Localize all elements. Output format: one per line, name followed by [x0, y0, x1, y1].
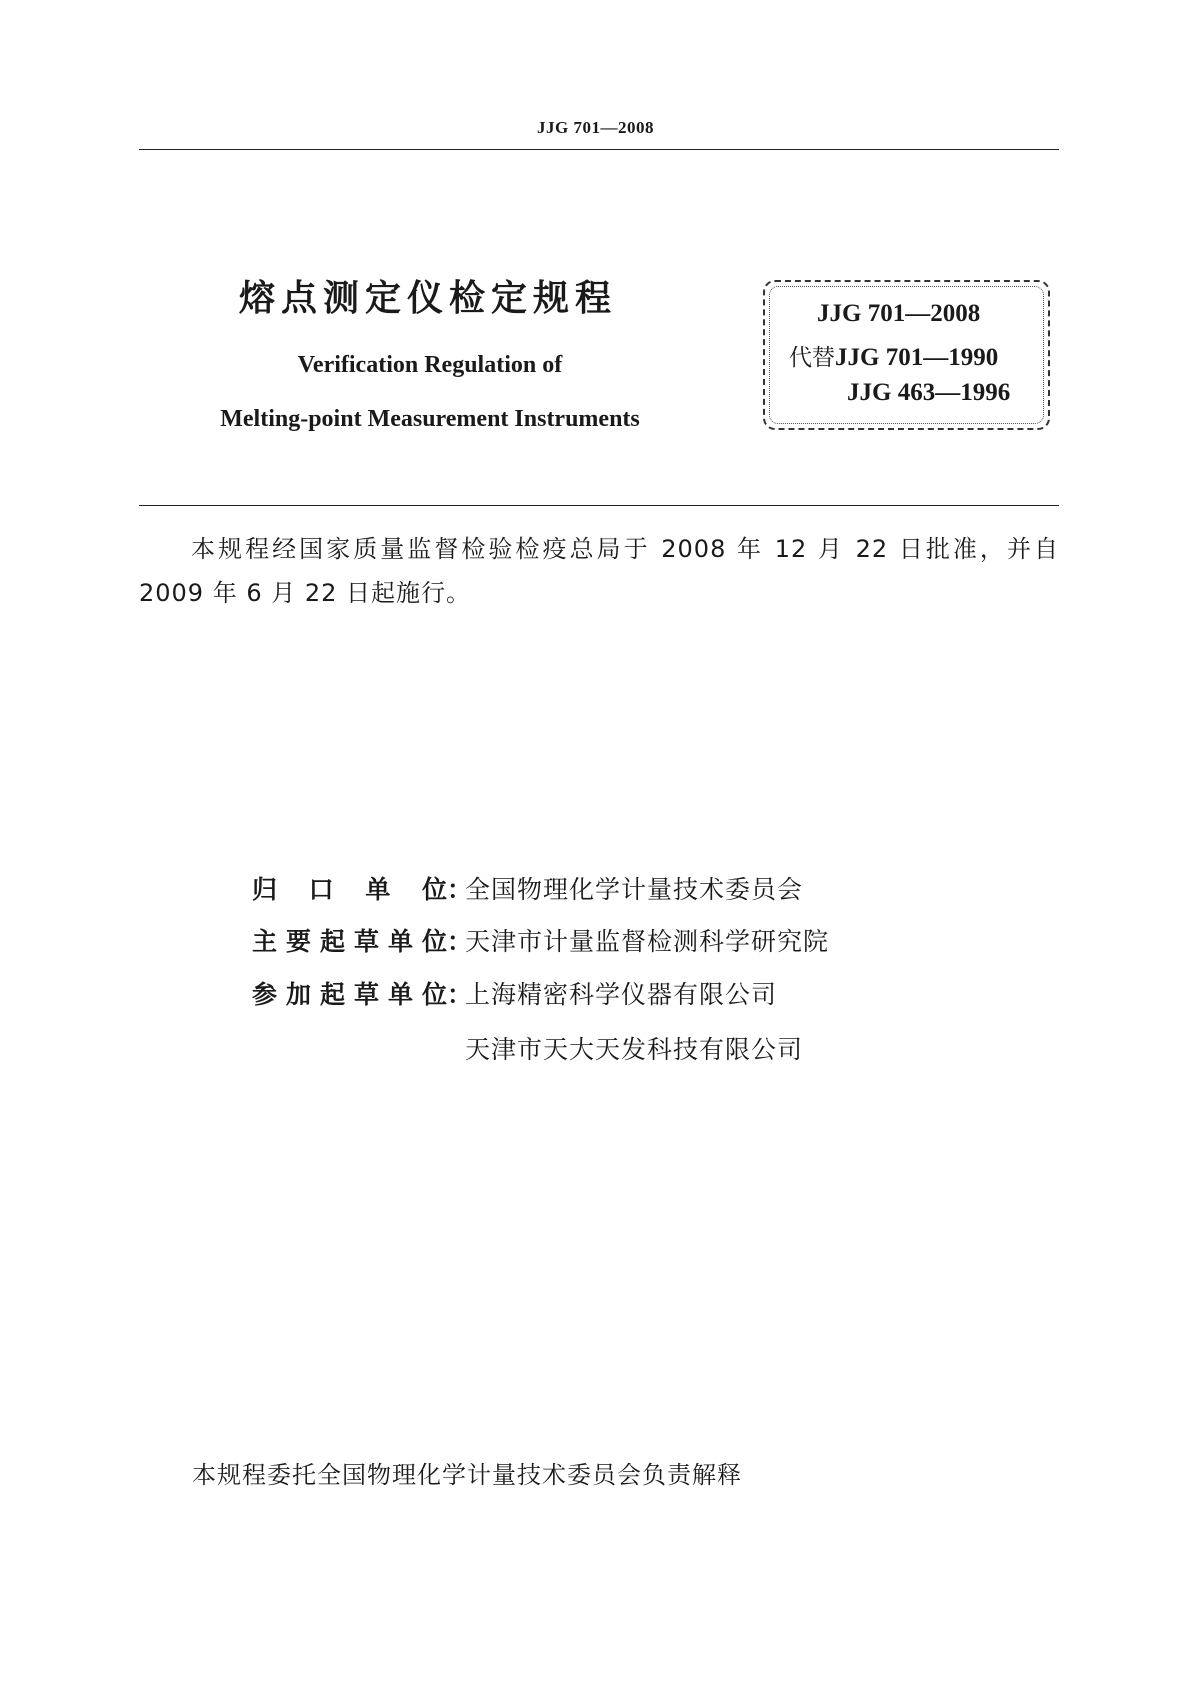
unit-value: 天津市天大天发科技有限公司: [465, 1035, 804, 1064]
unit-row-main-drafter: [252, 922, 829, 962]
title-english-line-2: Melting-point Measurement Instruments: [220, 406, 640, 432]
replaced-code-2: JJG 463—1996: [847, 379, 1011, 406]
unit-colon: ：: [447, 980, 473, 1009]
replace-prefix: 代替: [789, 345, 835, 371]
running-header: JJG 701—2008: [537, 118, 654, 137]
approval-statement: 本规程经国家质量监督检验检疫总局于 2008 年 12 月 22 日批准，并自 2009 年 6 月 22 日起施行。: [139, 535, 1059, 607]
unit-value: 天津市计量监督检测科学研究院: [465, 927, 830, 956]
current-standard-code: JJG 701—2008: [817, 300, 981, 327]
header-rule: [139, 149, 1059, 150]
unit-row-responsible: [252, 870, 803, 910]
unit-label: 归口单位: [252, 875, 447, 904]
unit-value: 上海精密科学仪器有限公司: [465, 980, 778, 1009]
unit-label: 参加起草单位: [252, 980, 447, 1009]
unit-colon: ：: [447, 875, 473, 904]
replaced-standard-line: [789, 339, 998, 372]
standard-code-box: [763, 280, 1050, 430]
unit-row-participating-drafter: [252, 975, 777, 1015]
interpretation-statement: 本规程委托全国物理化学计量技术委员会负责解释: [192, 1461, 742, 1489]
unit-value: 全国物理化学计量技术委员会: [465, 875, 804, 904]
title-english-line-1: Verification Regulation of: [297, 352, 563, 378]
unit-row-participating-drafter-2: [465, 1030, 803, 1070]
unit-label: 主要起草单位: [252, 927, 447, 956]
unit-colon: ：: [447, 927, 473, 956]
replaced-code-1: JJG 701—1990: [835, 344, 999, 371]
title-chinese: 熔点测定仪检定规程: [238, 278, 617, 319]
title-rule: [139, 505, 1059, 506]
